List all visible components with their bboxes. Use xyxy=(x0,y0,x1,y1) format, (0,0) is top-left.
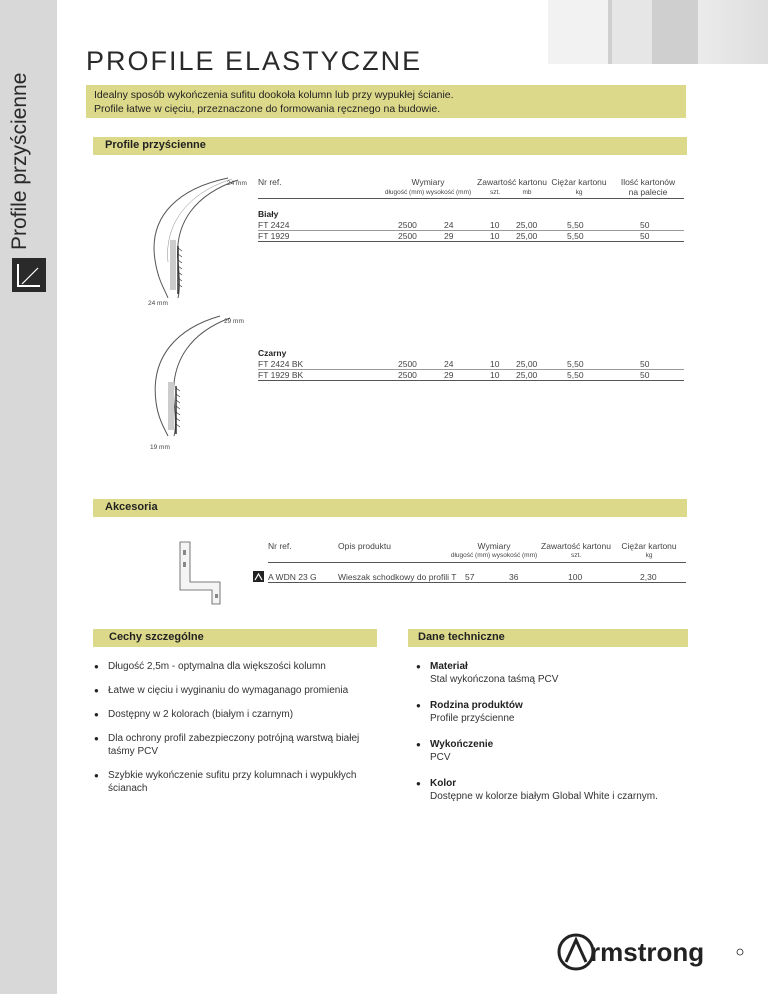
intro-line-1: Idealny sposób wykończenia sufitu dookoła kolumn lub przy wypukłej ścianie. xyxy=(94,89,454,101)
tech-label: ● Rodzina produktów xyxy=(430,700,523,711)
profile-black-drawing xyxy=(130,310,255,450)
row-length: 2500 xyxy=(398,359,417,369)
sidebar xyxy=(0,0,57,994)
acc-row-length: 57 xyxy=(465,572,475,582)
new-product-icon xyxy=(253,571,264,582)
acc-col-dims-sub: długość (mm) wysokość (mm) xyxy=(450,552,538,559)
row-length: 2500 xyxy=(398,220,417,230)
tech-label: ● Wykończenie xyxy=(430,739,494,750)
group-white-label: Biały xyxy=(258,209,279,219)
row-szt: 10 xyxy=(490,231,500,241)
row-szt: 10 xyxy=(490,220,500,230)
list-item: ● Łatwe w cięciu i wyginaniu do wymaganago promienia xyxy=(94,684,374,697)
row-mb: 25,00 xyxy=(516,359,538,369)
col-carton-header: Zawartość kartonu xyxy=(477,177,547,187)
intro-box xyxy=(86,85,686,118)
row-mb: 25,00 xyxy=(516,231,538,241)
row-pallet: 50 xyxy=(640,220,650,230)
group-rule xyxy=(258,241,684,242)
row-kg: 5,50 xyxy=(567,220,584,230)
row-height: 29 xyxy=(444,370,454,380)
col-pallet-header: Ilość kartonów xyxy=(620,177,676,187)
acc-row-desc: Wieszak schodkowy do profili T xyxy=(338,572,457,582)
row-height: 24 xyxy=(444,220,454,230)
col-pallet-header-2: na palecie xyxy=(628,187,668,197)
acc-row-kg: 2,30 xyxy=(640,572,657,582)
acc-col-carton-unit: szt. xyxy=(570,552,582,559)
acc-col-desc-header: Opis produktu xyxy=(338,541,391,551)
profile-white-drawing xyxy=(120,170,255,310)
row-ref: FT 1929 BK xyxy=(258,370,304,380)
col-ref-header: Nr ref. xyxy=(258,177,282,187)
row-pallet: 50 xyxy=(640,370,650,380)
row-rule xyxy=(258,230,684,231)
row-ref: FT 2424 xyxy=(258,220,290,230)
profiles-section-title: Profile przyścienne xyxy=(93,137,687,155)
acc-row-height: 36 xyxy=(509,572,519,582)
tech-value: Dostępne w kolorze białym Global White i czarnym. xyxy=(430,791,658,802)
acc-row-ref: A WDN 23 G xyxy=(268,572,317,582)
intro-line-2: Profile łatwe w cięciu, przeznaczone do formowania ręcznego na budowie. xyxy=(94,103,441,115)
row-ref: FT 2424 BK xyxy=(258,359,304,369)
acc-col-dims-header: Wymiary xyxy=(477,541,511,551)
dim-white-width: 24 mm xyxy=(148,300,168,307)
row-pallet: 50 xyxy=(640,359,650,369)
acc-row-rule xyxy=(268,582,686,583)
tech-value: PCV xyxy=(430,752,451,763)
list-item: ● Długość 2,5m - optymalna dla większości kolumn xyxy=(94,660,374,673)
row-ref: FT 1929 xyxy=(258,231,290,241)
tech-value: Stal wykończona taśmą PCV xyxy=(430,674,559,685)
row-height: 24 xyxy=(444,359,454,369)
tech-list xyxy=(416,660,696,816)
page-title: PROFILE ELASTYCZNE xyxy=(86,46,423,76)
list-item xyxy=(416,777,696,803)
group-black-label: Czarny xyxy=(258,348,287,358)
row-length: 2500 xyxy=(398,370,417,380)
dim-white-height: 24 mm xyxy=(227,180,247,187)
col-weight-header: Ciężar kartonu xyxy=(551,177,607,187)
row-mb: 25,00 xyxy=(516,220,538,230)
list-item xyxy=(416,738,696,764)
tech-value: Profile przyścienne xyxy=(430,713,515,724)
accessories-section-title: Akcesoria xyxy=(93,499,687,517)
row-szt: 10 xyxy=(490,370,500,380)
list-item: ● Dla ochrony profil zabezpieczony potrójną warstwą białej taśmy PCV xyxy=(94,732,374,758)
features-list xyxy=(94,660,374,806)
dim-black-height: 29 mm xyxy=(224,318,244,325)
row-kg: 5,50 xyxy=(567,359,584,369)
list-item xyxy=(416,660,696,686)
list-item: ● Szybkie wykończenie sufitu przy kolumnach i wypukłych ścianach xyxy=(94,769,374,795)
acc-col-carton-header: Zawartość kartonu xyxy=(541,541,611,551)
col-dims-sub: długość (mm) wysokość (mm) xyxy=(384,189,472,196)
acc-row-szt: 100 xyxy=(568,572,583,582)
group-rule xyxy=(258,380,684,381)
header-rule xyxy=(258,198,684,199)
tech-title: Dane techniczne xyxy=(408,629,688,647)
svg-text:rmstrong: rmstrong xyxy=(590,937,705,967)
armstrong-logo xyxy=(556,932,746,972)
acc-col-weight-unit: kg xyxy=(645,552,653,559)
col-weight-unit: kg xyxy=(575,189,583,196)
row-kg: 5,50 xyxy=(567,231,584,241)
dim-black-width: 19 mm xyxy=(150,444,170,451)
hero-photo xyxy=(548,0,768,64)
features-title: Cechy szczególne xyxy=(93,629,377,647)
row-pallet: 50 xyxy=(640,231,650,241)
edge-profile-icon xyxy=(12,258,46,292)
tech-label: ● Materiał xyxy=(430,661,468,672)
row-szt: 10 xyxy=(490,359,500,369)
row-height: 29 xyxy=(444,231,454,241)
row-mb: 25,00 xyxy=(516,370,538,380)
sidebar-title: Profile przyścienne xyxy=(8,72,31,250)
row-rule xyxy=(258,369,684,370)
list-item: ● Dostępny w 2 kolorach (białym i czarnym) xyxy=(94,708,374,721)
hanger-drawing xyxy=(172,538,236,610)
acc-col-weight-header: Ciężar kartonu xyxy=(621,541,677,551)
col-carton-szt: szt. xyxy=(489,189,501,196)
list-item xyxy=(416,699,696,725)
acc-col-ref-header: Nr ref. xyxy=(268,541,292,551)
row-kg: 5,50 xyxy=(567,370,584,380)
acc-header-rule xyxy=(268,562,686,563)
col-dims-header: Wymiary xyxy=(411,177,445,187)
tech-label: ● Kolor xyxy=(430,778,457,789)
col-carton-mb: mb xyxy=(522,189,532,196)
row-length: 2500 xyxy=(398,231,417,241)
